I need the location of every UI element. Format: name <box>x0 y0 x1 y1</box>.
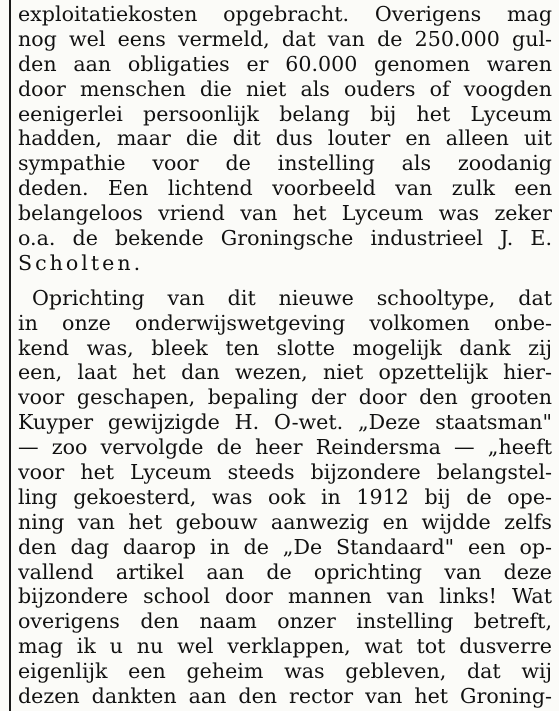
text-line: eenigerlei persoonlijk belang bij het Lyceum <box>18 101 552 126</box>
article-column <box>18 2 552 709</box>
text-line: belangeloos vriend van het Lyceum was zeker <box>18 201 552 226</box>
paragraph-1 <box>18 2 552 276</box>
text-line: ling gekoesterd, was ook in 1912 bij de ope- <box>18 484 552 509</box>
text-line: een, laat het dan wezen, niet opzettelijk hier- <box>18 360 552 385</box>
column-rule <box>9 0 11 711</box>
text-line: hadden, maar die dit dus louter en alleen uit <box>18 126 552 151</box>
text-line: Scholten. <box>18 250 144 275</box>
text-line: deden. Een lichtend voorbeeld van zulk een <box>18 176 552 201</box>
text-line: voor geschapen, bepaling der door den grooten <box>18 385 552 410</box>
text-line: vallend artikel aan de oprichting van deze <box>18 559 552 584</box>
text-line: in onze onderwijswetgeving volkomen onbe- <box>18 310 552 335</box>
text-line: overigens den naam onzer instelling betreft, <box>18 609 552 634</box>
text-line: den aan obligaties er 60.000 genomen waren <box>18 51 552 76</box>
text-line: dezen dankten aan den rector van het Groning- <box>18 684 552 709</box>
text-line: bijzondere school door mannen van links! Wat <box>18 584 552 609</box>
text-line: — zoo vervolgde de heer Reindersma — „heeft <box>18 435 552 460</box>
text-line: den dag daarop in de „De Standaard" een op- <box>18 534 552 559</box>
text-line: ning van het gebouw aanwezig en wijdde zelfs <box>18 509 552 534</box>
text-line: Oprichting van dit nieuwe schooltype, dat <box>32 285 552 310</box>
paragraph-gap <box>18 276 552 286</box>
text-line: Kuyper gewijzigde H. O-wet. „Deze staatsman" <box>18 410 552 435</box>
text-line: sympathie voor de instelling als zoodanig <box>18 151 552 176</box>
paragraph-2 <box>18 286 552 709</box>
text-line: o.a. de bekende Groningsche industrieel J. E. <box>18 226 552 251</box>
text-line: exploitatiekosten opgebracht. Overigens mag <box>18 2 552 26</box>
text-line: nog wel eens vermeld, dat van de 250.000 gul- <box>18 26 552 51</box>
text-line: kend was, bleek ten slotte mogelijk dank zij <box>18 335 552 360</box>
text-line: door menschen die niet als ouders of voogden <box>18 76 552 101</box>
text-line: eigenlijk een geheim was gebleven, dat wij <box>18 659 552 684</box>
text-line: voor het Lyceum steeds bijzondere belangstel- <box>18 460 552 485</box>
text-line: mag ik u nu wel verklappen, wat tot dusverre <box>18 634 552 659</box>
